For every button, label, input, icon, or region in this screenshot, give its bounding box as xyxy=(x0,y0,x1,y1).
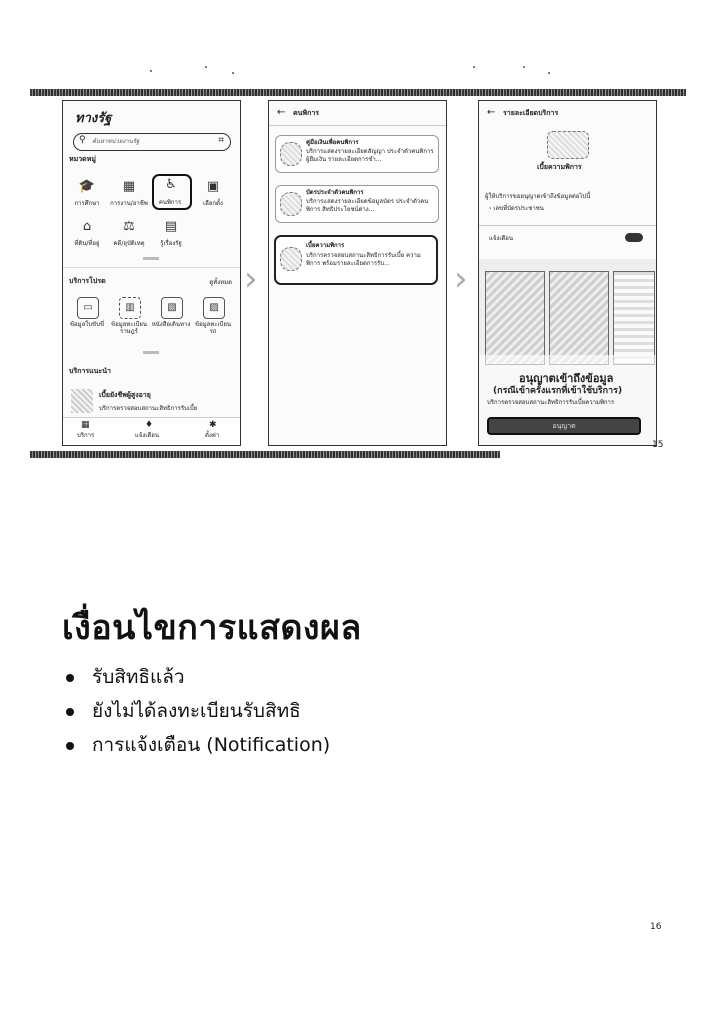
nav-settings[interactable]: ตั้งค่า xyxy=(205,432,220,439)
category-disability[interactable]: คนพิการ xyxy=(158,199,182,206)
notification-label: แจ้งเตือน xyxy=(489,235,513,242)
category-legal[interactable]: คดี/อุบัติเหตุ xyxy=(113,240,145,247)
gear-icon[interactable]: ✱ xyxy=(209,420,217,430)
category-education[interactable]: การศึกษา xyxy=(74,200,100,207)
nav-notifications[interactable]: แจ้งเตือน xyxy=(135,432,159,439)
card-title: บัตรประจำตัวคนพิการ xyxy=(306,189,364,196)
grid-icon[interactable]: ▦ xyxy=(81,420,90,430)
favorite-passport[interactable]: หนังสือเดินทาง xyxy=(151,321,191,328)
phone-screen-home xyxy=(62,100,241,446)
house-icon[interactable]: ⌂ xyxy=(82,219,92,234)
search-input[interactable]: ค้นหาหน่วยงานรัฐ xyxy=(92,138,140,145)
back-arrow-icon[interactable]: ← xyxy=(277,107,286,118)
screen-title: รายละเอียดบริการ xyxy=(503,109,559,117)
bottom-nav xyxy=(63,417,240,446)
overlay-title: อนุญาตเข้าถึงข้อมูล xyxy=(519,372,614,385)
category-work[interactable]: การงาน/อาชีพ xyxy=(110,200,148,207)
driver-license-icon[interactable]: ▭ xyxy=(77,297,99,319)
chevron-right-icon: › xyxy=(454,259,468,299)
nav-services[interactable]: บริการ xyxy=(77,432,95,439)
briefcase-icon[interactable]: ▦ xyxy=(122,179,136,194)
qr-scan-icon[interactable]: ⌗ xyxy=(218,135,224,146)
recommended-title[interactable]: เบี้ยยังชีพผู้สูงอายุ xyxy=(99,391,151,399)
document-icon[interactable]: ▤ xyxy=(164,219,178,234)
pager-dots xyxy=(143,257,159,260)
divider xyxy=(63,267,240,268)
service-card-allowance[interactable] xyxy=(274,235,438,285)
allow-button-label: อนุญาต xyxy=(552,422,576,430)
service-name: เบี้ยความพิการ xyxy=(537,163,582,171)
scales-icon[interactable]: ⚖ xyxy=(123,219,135,234)
service-card-loan[interactable] xyxy=(275,135,439,173)
search-icon: ⚲ xyxy=(79,135,86,145)
wheelchair-icon[interactable]: ♿ xyxy=(165,177,177,192)
onboarding-image-2 xyxy=(549,271,609,365)
vehicle-registration-icon[interactable]: ▨ xyxy=(203,297,225,319)
bullet-item: การแจ้งเตือน (Notification) xyxy=(66,728,330,762)
category-land[interactable]: ที่ดิน/ที่อยู่ xyxy=(74,240,100,247)
service-thumbnail xyxy=(280,247,302,271)
screen-title: คนพิการ xyxy=(293,109,320,117)
civil-registration-icon[interactable]: ▥ xyxy=(119,297,141,319)
back-arrow-icon[interactable]: ← xyxy=(487,107,496,118)
pager-dots xyxy=(143,351,159,354)
service-card-id[interactable] xyxy=(275,185,439,223)
card-desc: บริการแสดงรายละเอียดสัญญา ประจำตัวคนพิการผู้ยืมเงิน รายละเอียดการชำ... xyxy=(306,148,434,163)
onboarding-image-3 xyxy=(613,271,655,365)
search-bar[interactable] xyxy=(73,133,231,151)
favorite-driver-license[interactable]: ข้อมูลใบขับขี่ xyxy=(69,321,105,328)
recommended-desc: บริการตรวจสอบสถานะสิทธิการรับเบี้ย xyxy=(99,405,198,412)
page-number-top: 15 xyxy=(652,440,664,450)
card-desc: บริการแสดงรายละเอียดข้อมูลบัตร ประจำตัวคนพิการ สิทธิประโยชน์ต่าง... xyxy=(306,198,429,213)
graduation-cap-icon[interactable]: 🎓 xyxy=(78,179,96,194)
onboarding-image-1 xyxy=(485,271,545,365)
bell-icon[interactable]: ♦ xyxy=(145,420,154,430)
bullet-item: ยังไม่ได้ลงทะเบียนรับสิทธิ xyxy=(66,694,330,728)
consent-overlay xyxy=(479,259,656,445)
category-gov-info[interactable]: รู้เรื่องรัฐ xyxy=(160,240,182,247)
overlay-desc: บริการตรวจสอบสถานะสิทธิการรับเบี้ยความพิการ xyxy=(487,399,615,406)
consent-text: ผู้ให้บริการขออนุญาตเข้าถึงข้อมูลต่อไปนี้ xyxy=(485,193,591,200)
toggle-icon[interactable] xyxy=(625,233,643,242)
recommended-thumbnail xyxy=(71,389,93,413)
page-heading: เงื่อนไขการแสดงผล xyxy=(62,608,362,648)
consent-item-label: เลขที่บัตรประชาชน xyxy=(493,205,544,212)
section-favorites: บริการโปรด xyxy=(69,277,106,285)
passport-icon[interactable]: ▧ xyxy=(161,297,183,319)
header-divider xyxy=(269,125,446,126)
phone-screen-disability xyxy=(268,100,447,446)
bottom-scan-band xyxy=(30,451,500,458)
service-thumbnail xyxy=(280,142,302,166)
app-logo: ทางรัฐ xyxy=(75,111,112,126)
section-categories: หมวดหมู่ xyxy=(69,155,96,163)
overlay-subtitle: (กรณีเข้าครั้งแรกที่เข้าใช้บริการ) xyxy=(493,386,623,396)
divider xyxy=(479,225,656,226)
card-desc: บริการตรวจสอบสถานะสิทธิการรับเบี้ย ความพิการ พร้อมรายละเอียดการรับ... xyxy=(306,252,421,267)
allow-button[interactable] xyxy=(487,417,641,435)
consent-item: › เลขที่บัตรประชาชน xyxy=(489,205,544,212)
bullet-list xyxy=(66,660,330,762)
card-title: เบี้ยความพิการ xyxy=(306,242,345,249)
service-illustration xyxy=(547,131,589,159)
top-scan-band xyxy=(30,89,686,96)
phone-screen-service-detail xyxy=(478,100,657,446)
favorite-vehicle-registration[interactable]: ข้อมูลทะเบียนรถ xyxy=(195,321,231,335)
chevron-right-icon: › xyxy=(244,259,258,299)
favorites-see-all-link[interactable]: ดูทั้งหมด xyxy=(209,279,232,286)
section-recommended: บริการแนะนำ xyxy=(69,367,111,375)
bullet-item: รับสิทธิแล้ว xyxy=(66,660,330,694)
favorite-civil-registration[interactable]: ข้อมูลทะเบียนราษฎร์ xyxy=(111,321,147,335)
service-thumbnail xyxy=(280,192,302,216)
card-title: คู่มือเงินเพื่อคนพิการ xyxy=(306,139,359,146)
page-number-bottom: 16 xyxy=(650,922,662,932)
category-election[interactable]: เลือกตั้ง xyxy=(203,200,223,207)
ballot-box-icon[interactable]: ▣ xyxy=(206,179,220,194)
